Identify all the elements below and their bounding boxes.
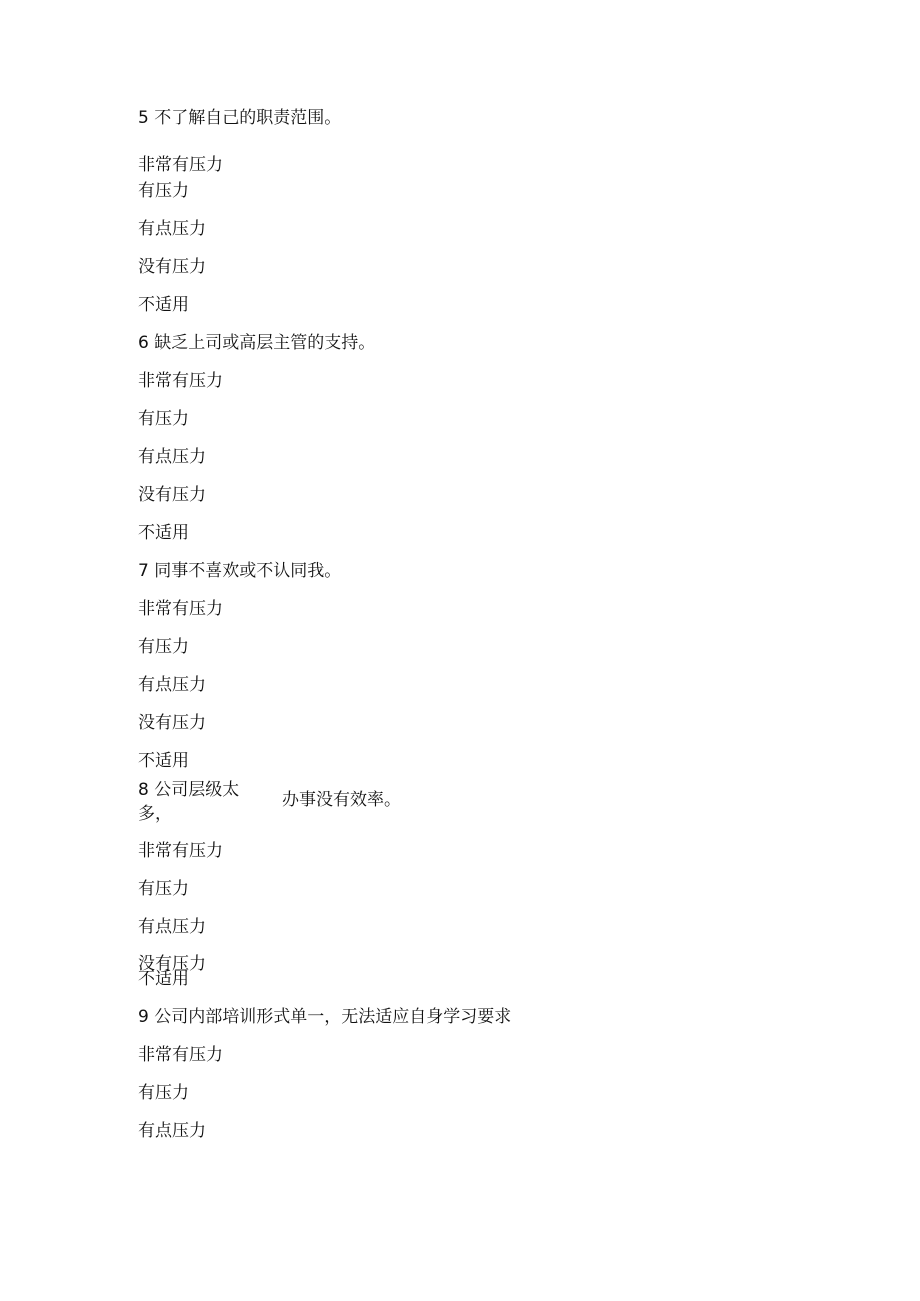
question-6 [138,331,375,355]
answer-option: 非常有压力 [138,1045,223,1065]
answer-option: 有点压力 [138,447,206,467]
answer-option: 有点压力 [138,917,206,937]
answer-option: 没有压力 [138,713,206,733]
answer-option: 非常有压力 [138,599,223,619]
question-number: 8 [138,780,149,800]
question-number: 9 [138,1007,149,1027]
answer-option-clipped: 没有压力 [138,954,206,974]
question-8-right-cell: 办事没有效率。 [282,790,401,810]
question-text: 缺乏上司或高层主管的支持。 [154,333,376,353]
question-number: 5 [138,108,149,128]
question-text: 公司内部培训形式单一，无法适应自身学习要求 [154,1007,512,1027]
answer-option: 有点压力 [138,1121,206,1141]
answer-option: 非常有压力 [138,841,223,861]
answer-option: 没有压力 [138,257,206,277]
question-9 [138,1005,511,1029]
answer-option: 不适用 [138,523,189,543]
answer-option: 非常有压力 [138,371,223,391]
answer-option: 有压力 [138,409,189,429]
question-7 [138,559,341,583]
answer-option: 有压力 [138,637,189,657]
question-text-left: 公司层级太多， [138,780,240,824]
answer-option: 有压力 [138,879,189,899]
question-number: 6 [138,333,149,353]
question-text: 不了解自己的职责范围。 [154,108,342,128]
question-number: 7 [138,561,149,581]
question-8-left-cell [138,778,256,826]
answer-option: 不适用 [138,751,189,771]
answer-option: 有压力 [138,1083,189,1103]
answer-option: 有点压力 [138,675,206,695]
answer-option: 有点压力 [138,219,206,239]
question-5 [138,106,341,130]
answer-option: 有压力 [138,181,189,201]
question-text: 同事不喜欢或不认同我。 [154,561,342,581]
answer-option: 不适用 [138,295,189,315]
answer-option: 没有压力 [138,485,206,505]
answer-option: 非常有压力 [138,155,223,175]
answer-option: 不适用 [138,969,189,989]
